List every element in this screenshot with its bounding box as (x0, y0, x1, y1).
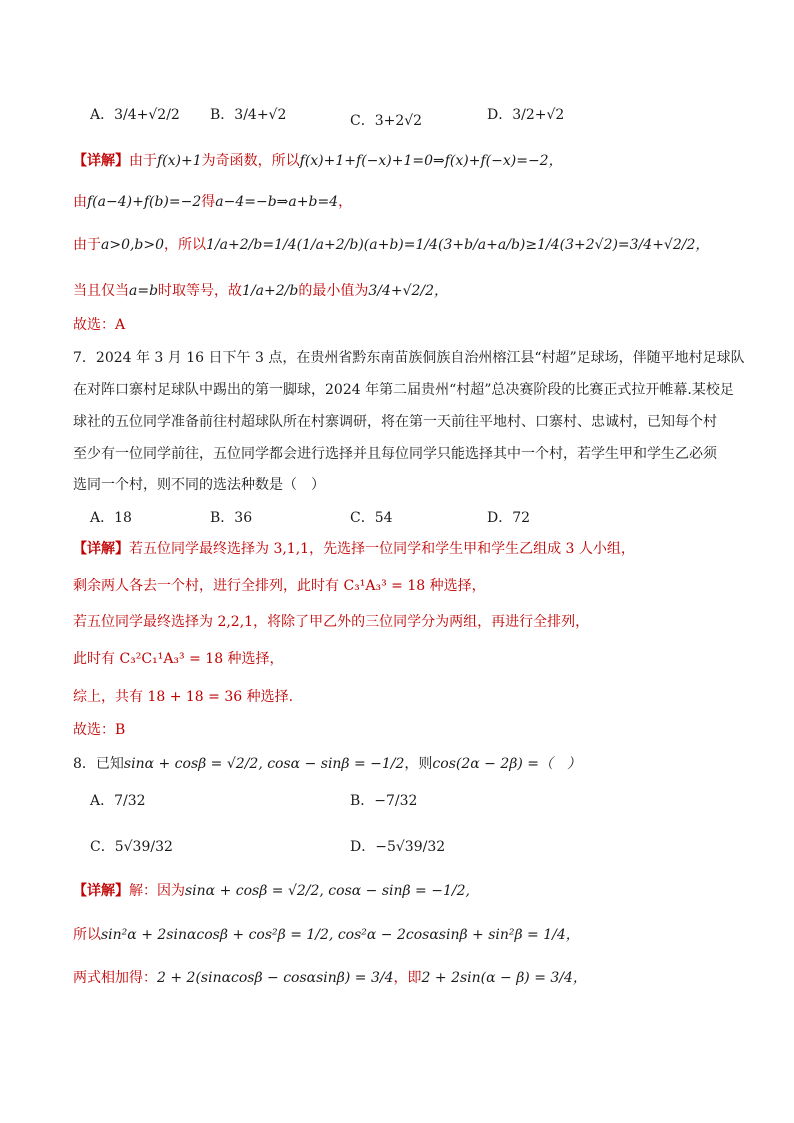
q8-stem (73, 753, 581, 775)
q8-option-a-label: A． (90, 793, 115, 809)
q6-detail-line-3 (73, 234, 709, 256)
q6-detail-line-1 (73, 150, 563, 172)
q8-text: 8．已知 (73, 756, 124, 772)
q6-text: 由 (73, 194, 87, 210)
q8-option-c (90, 836, 173, 856)
q6-option-c (350, 110, 422, 130)
q8-math: cos(2α − 2β) =（ ） (432, 756, 581, 772)
q6-text: 的最小值为 (298, 283, 369, 299)
q7-detail-line-3: 若五位同学最终选择为 2,2,1，将除了甲乙外的三位同学分为两组，再进行全排列， (73, 614, 590, 630)
q6-option-b-label: B． (210, 107, 235, 123)
q8-detail-line-2 (73, 924, 580, 946)
q6-option-d (487, 104, 564, 124)
q6-math: a>0,b>0 (101, 237, 165, 253)
q6-option-b-value: 3/4+√2 (234, 107, 287, 123)
q7-option-b: B．36 (210, 510, 253, 526)
q7-option-a: A．18 (90, 510, 132, 526)
q7-option-c: C．54 (350, 510, 393, 526)
q6-math: 3/4+√2/2， (368, 283, 449, 299)
q8-math: 2 + 2sin(α − β) = 3/4， (421, 970, 587, 986)
q6-option-d-value: 3/2+√2 (512, 107, 565, 123)
q7-text: 若五位同学最终选择为 3,1,1，先选择一位同学和学生甲和学生乙组成 3 人小组， (129, 541, 635, 557)
q8-option-c-value: 5√39/32 (114, 839, 173, 855)
q7-answer: 故选：B (73, 722, 126, 738)
q6-detail-line-2 (73, 191, 352, 213)
q7-stem-line-1: 7．2024 年 3 月 16 日下午 3 点，在贵州省黔东南苗族侗族自治州榕江县“村超”足球场，伴随平地村足球队 (73, 350, 745, 366)
q6-text: 当且仅当 (73, 283, 129, 299)
q6-math: a−4=−b⇒a+b=4 (215, 194, 339, 210)
q6-option-a (90, 104, 180, 124)
q6-detail-line-4 (73, 280, 448, 302)
q8-text: ，则 (404, 756, 433, 772)
q6-math: 1/a+2/b=1/4(1/a+2/b)(a+b)=1/4(3+b/a+a/b)≥1/4(3+2√2)=3/4+√2/2， (206, 237, 710, 253)
q8-option-c-label: C． (90, 839, 115, 855)
q8-text: 两式相加得： (73, 970, 157, 986)
q6-option-a-value: 3/4+√2/2 (114, 107, 180, 123)
q6-text: ，所以 (164, 237, 207, 253)
q8-math: 2 + 2(sinαcosβ − cosαsinβ) = 3/4 (157, 970, 394, 986)
q7-detail-line-1 (73, 538, 635, 560)
q7-detail-line-5: 综上，共有 18 + 18 = 36 种选择. (73, 689, 294, 705)
q6-math: 1/a+2/b (242, 283, 299, 299)
q7-detail-line-4: 此时有 C₃²C₁¹A₃³ = 18 种选择， (73, 651, 284, 667)
q6-option-b (210, 104, 286, 124)
q7-option-d: D．72 (487, 510, 531, 526)
q6-math: a=b (129, 283, 159, 299)
q6-answer: 故选：A (73, 317, 126, 333)
q7-stem-line-2: 在对阵口寨村足球队中踢出的第一脚球，2024 年第二届贵州“村超”总决赛阶段的比赛正式拉开帷幕.某校足 (73, 382, 734, 398)
q7-stem-line-5: 选同一个村，则不同的选法种数是（ ） (73, 477, 325, 493)
q7-detail-tag: 【详解】 (73, 541, 129, 557)
q6-option-d-label: D． (487, 107, 513, 123)
q8-text: ，即 (393, 970, 422, 986)
q8-math: sinα + cosβ = √2/2, cosα − sinβ = −1/2, (185, 883, 470, 899)
q8-option-a (90, 790, 146, 810)
q8-text: 所以 (73, 927, 101, 943)
q8-detail-line-3 (73, 967, 587, 989)
q6-option-c-label: C． (350, 113, 375, 129)
q8-option-b-value: −7/32 (374, 793, 418, 809)
q8-math: sinα + cosβ = √2/2, cosα − sinβ = −1/2 (123, 756, 405, 772)
q6-text: 时取等号，故 (158, 283, 243, 299)
q6-text: ， (338, 194, 353, 210)
q8-option-d-value: −5√39/32 (375, 839, 446, 855)
q8-detail-line-1 (73, 880, 470, 902)
q7-stem-line-3: 球社的五位同学准备前往村超球队所在村寨调研，将在第一天前往平地村、口寨村、忠诚村，已知每个村 (73, 414, 717, 430)
q6-text: 为奇函数，所以 (201, 153, 300, 169)
q6-option-c-value: 3+2√2 (374, 113, 423, 129)
q8-detail-tag: 【详解】 (73, 883, 129, 899)
q8-text: 解：因为 (129, 883, 185, 899)
q8-math: sin²α + 2sinαcosβ + cos²β = 1/2, cos²α − 2cosαsinβ + sin²β = 1/4， (101, 927, 580, 943)
q7-stem-line-4: 至少有一位同学前往，五位同学都会进行选择并且每位同学只能选择其中一个村，若学生甲和学生乙必须 (73, 446, 717, 462)
q8-option-a-value: 7/32 (114, 793, 146, 809)
q6-math: f(x)+1 (157, 153, 202, 169)
q8-option-d (350, 836, 445, 856)
q6-text: 得 (201, 194, 216, 210)
q6-math: f(a−4)+f(b)=−2 (87, 194, 202, 210)
q6-text: 由于 (73, 237, 101, 253)
q8-option-b (350, 790, 417, 810)
q8-option-d-label: D． (350, 839, 376, 855)
q6-option-a-label: A． (90, 107, 115, 123)
q6-math: f(x)+1+f(−x)+1=0⇒f(x)+f(−x)=−2， (299, 153, 563, 169)
q6-text: 由于 (129, 153, 157, 169)
q7-detail-line-2: 剩余两人各去一个村，进行全排列，此时有 C₃¹A₃³ = 18 种选择， (73, 578, 486, 594)
q6-detail-tag: 【详解】 (73, 153, 129, 169)
q8-option-b-label: B． (350, 793, 375, 809)
